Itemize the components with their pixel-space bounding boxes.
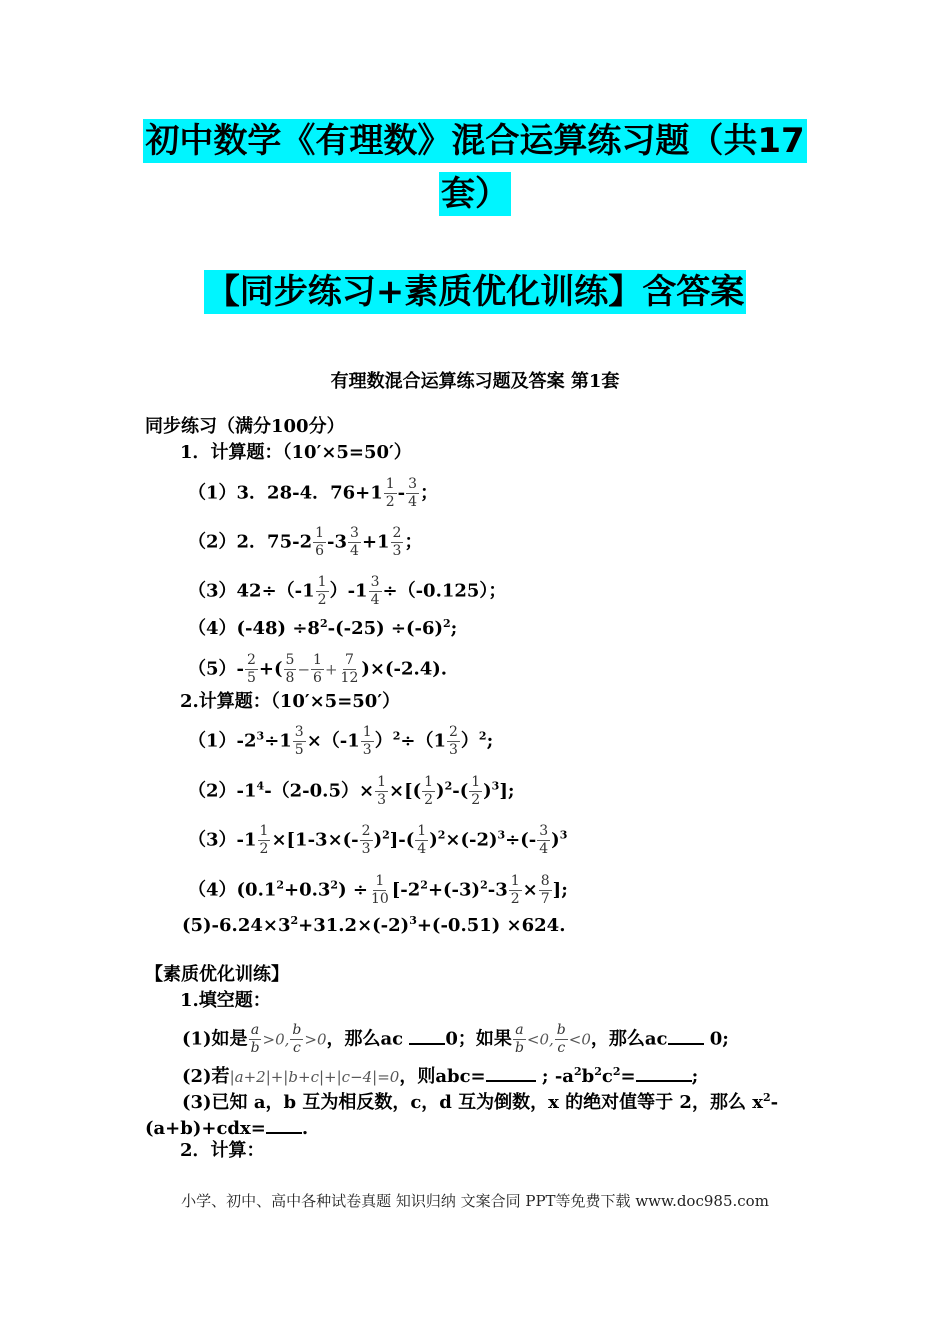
main-title — [0, 115, 950, 167]
q1-2: （2）2．75-2 $\frac{1}{6}$ -3 $\frac{3}{4}$ +1 $\frac{2}{3}$ ； — [188, 525, 423, 559]
q2-3: （3）-1 $\frac{1}{2}$ ×[1-3×(- $\frac{2}{3}$ )$^2$]-( $\frac{1}{4}$ )$^2\times(-2)^3\div(-$ $\frac{3}{4}$ )$^3$ — [188, 823, 568, 857]
secondary-title-text: 【同步练习+素质优化训练】含答案 — [205, 272, 745, 312]
q1-3: （3）42÷（-1 $\frac{1}{2}$ ）-1 $\frac{3}{4}$ ÷（-0.125）； — [188, 574, 507, 608]
q2-label: 2.计算题：（10′×5=50′） — [180, 691, 401, 712]
fill-2: (2)若|a+2|+|b+c|+|c−4|=0，则abc= ; $-a^2b^2c^2=$ ; — [182, 1062, 698, 1090]
fill-1: (1)如是 $\frac{a}{b}$ >0, $\frac{b}{c}$ >0，那么ac 0；如果 $\frac{a}{b}$ <0, $\frac{b}{c}$ <0，那么ac 0; — [182, 1022, 729, 1056]
set-subtitle: 有理数混合运算练习题及答案 第1套 — [330, 371, 620, 392]
main-title-line2: 套） — [441, 174, 509, 214]
main-title-line2-wrap — [0, 168, 950, 220]
q1-5: （5）- $\frac{2}{5}$ +( $\frac{5}{8}$ − $\frac{1}{6}$ + $\frac{7}{12}$ )×(-2.4). — [188, 652, 448, 686]
q1-1: （1）3．28-4．76+1 $\frac{1}{2}$ - $\frac{3}{4}$ ； — [188, 476, 439, 510]
main-title-line1: 初中数学《有理数》混合运算练习题（共17 — [145, 121, 805, 161]
secondary-title — [0, 266, 950, 318]
q2-1: $(1)-2^3\div 1$ $\frac{3}{5}$ ×（-1 $\frac{1}{3}$ ）$^2$÷（1 $\frac{2}{3}$ ）$^2$; — [188, 724, 494, 758]
page-footer: 小学、初中、高中各种试卷真题 知识归纳 文案合同 PPT等免费下载 www.doc985.com — [181, 1192, 769, 1210]
q1-4: $(4)(-48) \div 8^2-(-25) \div(-6)^2$; — [188, 617, 458, 639]
quality-header: 【素质优化训练】 — [145, 964, 289, 985]
fill-label: 1.填空题： — [180, 990, 271, 1011]
sync-header: 同步练习（满分100分） — [145, 416, 345, 437]
q1-label: 1．计算题：（10′×5=50′） — [180, 442, 412, 463]
q2-4: $(4)(0.1^2+0.3^2)$ ÷ $\frac{1}{10}$ [$-2^2+(-3)^2-3$ $\frac{1}{2}$ × $\frac{8}{7}$ ]; — [188, 873, 568, 907]
fill-3-line1: (3)已知 a，b 互为相反数，c，d 互为倒数，x 的绝对值等于 2，那么 $x^2-$ — [182, 1091, 779, 1113]
fill-3-line2: (a+b)+cdx= . — [145, 1114, 308, 1142]
calc-label: 2．计算： — [180, 1140, 265, 1161]
q2-5: $(5)-6.24\times 3^2+31.2\times(-2)^3+(-0.51) \times 624$. — [182, 914, 566, 936]
q2-2: $(2)-1^4-(2-0.5)\times$ $\frac{1}{3}$ ×[( $\frac{1}{2}$ )$^2$-( $\frac{1}{2}$ )$^3$]; — [188, 774, 515, 808]
